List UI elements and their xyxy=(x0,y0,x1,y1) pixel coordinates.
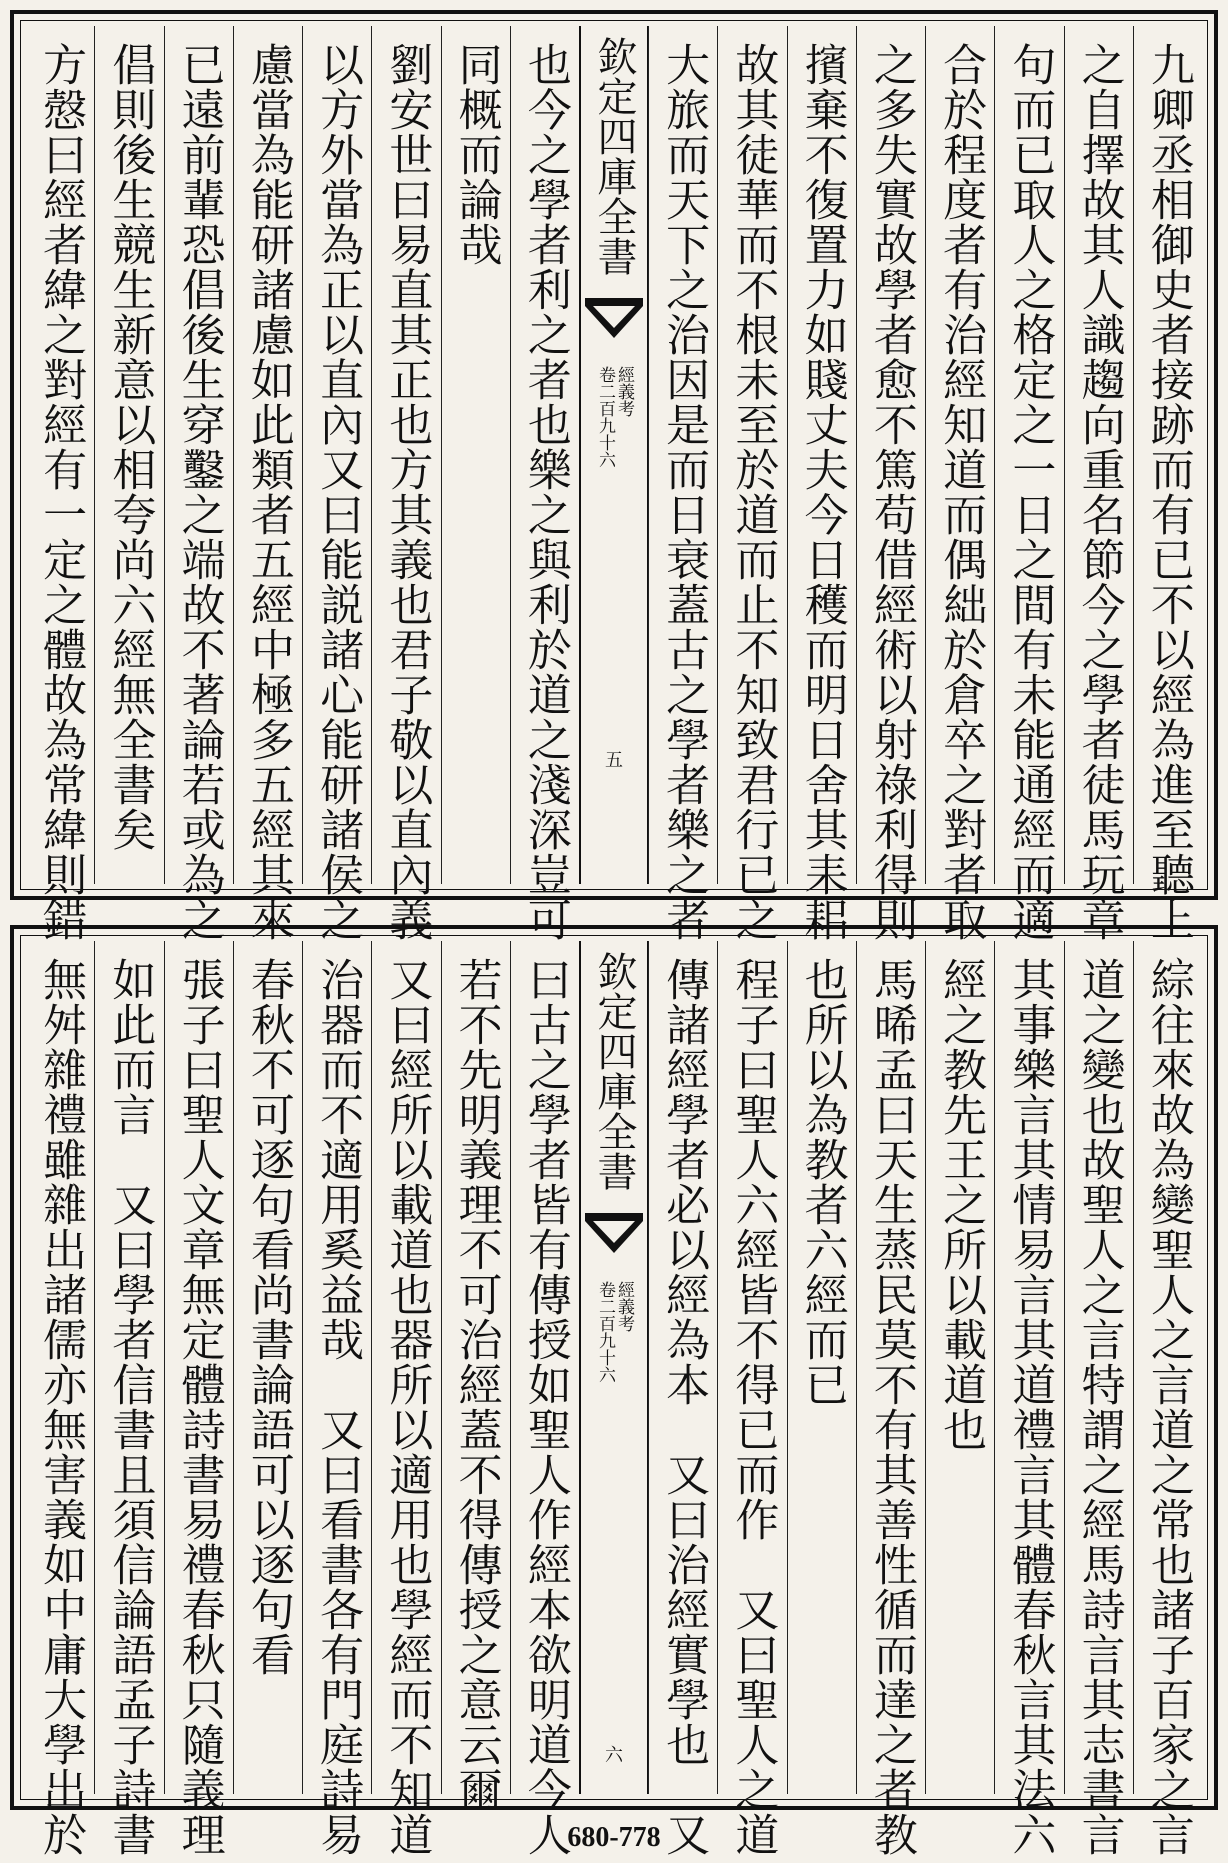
text-column xyxy=(856,941,925,1857)
text-column xyxy=(164,941,233,1857)
text-column xyxy=(441,26,510,884)
column-text: 句而已取人之格定之一日之間有未能通經而適 xyxy=(1004,42,1056,942)
fish-tail-mark-icon xyxy=(585,298,643,348)
center-gutter xyxy=(579,26,648,884)
text-column xyxy=(1133,26,1202,942)
text-column xyxy=(164,26,233,942)
text-column xyxy=(856,26,925,942)
text-column xyxy=(1064,26,1133,942)
top-page xyxy=(10,10,1218,942)
column-text: 大旅而天下之治因是而日衰蓋古之學者樂之者 xyxy=(658,42,710,942)
center-subtitle-volume: 卷二百九十六 xyxy=(595,366,615,468)
column-text: 曰古之學者皆有傳授如聖人作經本欲明道今人 xyxy=(519,957,571,1857)
column-text: 同概而論哉 xyxy=(450,42,502,267)
column-text: 已遠前輩恐倡後生穿鑿之端故不著論若或為之 xyxy=(173,42,225,942)
text-column xyxy=(787,26,856,942)
column-text: 九卿丞相御史者接跡而有已不以經為進至聽上 xyxy=(1142,42,1194,942)
text-column xyxy=(925,941,994,1794)
column-text: 又曰經所以載道也器所以適用也學經而不知道 xyxy=(381,957,433,1857)
text-column xyxy=(994,941,1063,1857)
text-column xyxy=(26,26,94,942)
text-column xyxy=(26,941,94,1857)
text-column xyxy=(717,941,786,1857)
column-text: 倡則後生競生新意以相夸尚六經無全書矣 xyxy=(104,42,156,852)
column-text: 綜往來故為變聖人之言道之常也諸子百家之言 xyxy=(1142,957,1194,1857)
center-title: 欽定四庫全書 xyxy=(591,951,637,1191)
text-column xyxy=(371,26,440,942)
column-text: 慮當為能研諸慮如此類者五經中極多五經其來 xyxy=(242,42,294,942)
column-text: 若不先明義理不可治經蓋不得傳授之意云爾 xyxy=(450,957,502,1812)
column-text: 張子曰聖人文章無定體詩書易禮春秋只隨義理 xyxy=(173,957,225,1857)
center-subtitle xyxy=(596,1281,632,1383)
column-text: 其事樂言其情易言其道禮言其體春秋言其法六 xyxy=(1004,957,1056,1857)
text-column xyxy=(441,941,510,1812)
text-column xyxy=(371,941,440,1857)
column-text: 之自擇故其人識趨向重名節今之學者徒馬玩章 xyxy=(1073,42,1125,942)
text-column xyxy=(94,941,163,1857)
column-text: 也今之學者利之者也樂之與利於道之淺深豈可 xyxy=(519,42,571,942)
column-text: 擯棄不復置力如賤丈夫今日穫而明日舍其耒耜 xyxy=(796,42,848,942)
column-text: 之多失實故學者愈不篤苟借經術以射祿利得則 xyxy=(865,42,917,942)
column-text: 以方外當為正以直內又曰能説諸心能研諸侯之 xyxy=(312,42,364,942)
text-column xyxy=(925,26,994,942)
text-column xyxy=(302,941,371,1857)
center-subtitle xyxy=(596,366,632,468)
column-text: 劉安世曰易直其正也方其義也君子敬以直內義 xyxy=(381,42,433,942)
leaf-number: 六 xyxy=(605,1745,623,1766)
column-text: 傳諸經學者必以經為本 又曰治經實學也 又 xyxy=(658,957,710,1857)
leaf-number: 五 xyxy=(605,750,623,771)
text-column xyxy=(233,941,302,1794)
text-column xyxy=(510,26,579,942)
column-text: 程子曰聖人六經皆不得已而作 又曰聖人之道 xyxy=(727,957,779,1857)
text-column xyxy=(302,26,371,942)
text-column xyxy=(648,941,717,1857)
text-column xyxy=(648,26,717,942)
column-text: 故其徒華而不根未至於道而止不知致君行已之 xyxy=(727,42,779,942)
column-text: 經之教先王之所以載道也 xyxy=(935,957,987,1452)
text-column xyxy=(994,26,1063,942)
page-footer-number: 680-778 xyxy=(567,1822,661,1853)
text-column xyxy=(787,941,856,1794)
text-column xyxy=(1133,941,1202,1857)
column-text: 道之變也故聖人之言特謂之經馬詩言其志書言 xyxy=(1073,957,1125,1857)
column-text: 如此而言 又曰學者信書且須信論語孟子詩書 xyxy=(104,957,156,1857)
text-column xyxy=(94,26,163,884)
center-title: 欽定四庫全書 xyxy=(591,36,637,276)
text-column xyxy=(717,26,786,942)
column-text: 治器而不適用奚益哉 又曰看書各有門庭詩易 xyxy=(312,957,364,1857)
column-text: 方慤曰經者緯之對經有一定之體故為常緯則錯 xyxy=(35,42,87,942)
top-page-columns xyxy=(26,26,1202,942)
column-text: 也所以為教者六經而已 xyxy=(796,957,848,1407)
column-text: 馬晞孟曰天生蒸民莫不有其善性循而達之者教 xyxy=(865,957,917,1857)
text-column xyxy=(233,26,302,942)
column-text: 無舛雜禮雖雜出諸儒亦無害義如中庸大學出於 xyxy=(35,957,87,1857)
fish-tail-mark-icon xyxy=(585,1213,643,1263)
center-subtitle-book: 經義考 xyxy=(614,1281,634,1332)
text-column xyxy=(1064,941,1133,1857)
center-gutter xyxy=(579,941,648,1794)
column-text: 春秋不可逐句看尚書論語可以逐句看 xyxy=(242,957,294,1677)
column-text: 合於程度者有治經知道而偶絀於倉卒之對者取 xyxy=(935,42,987,942)
center-subtitle-book: 經義考 xyxy=(614,366,634,417)
center-subtitle-volume: 卷二百九十六 xyxy=(595,1281,615,1383)
text-column xyxy=(510,941,579,1857)
